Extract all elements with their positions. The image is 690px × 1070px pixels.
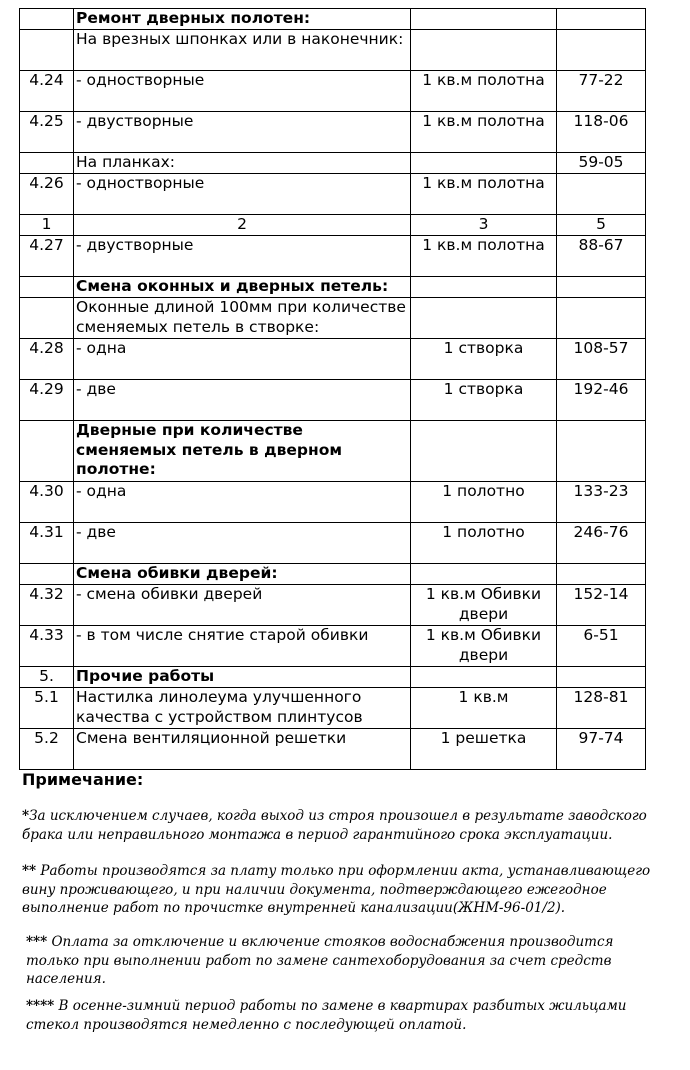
work-name-cell: - две	[74, 380, 411, 421]
note-1-text: За исключением случаев, когда выход из строя произошел в результате заводского брака или неправильного монтажа в период гарантийного срока эксплуатации.	[22, 808, 647, 843]
price-cell: 108-57	[557, 339, 646, 380]
note-3-marker: ***	[26, 934, 48, 950]
work-name-cell: Смена оконных и дверных петель:	[74, 277, 411, 298]
table-row	[20, 277, 646, 298]
table-row	[20, 9, 646, 30]
row-number-cell	[20, 564, 74, 585]
unit-cell	[411, 153, 557, 174]
row-number-cell: 4.33	[20, 626, 74, 667]
note-1-marker: *	[22, 808, 30, 824]
price-cell	[557, 174, 646, 215]
unit-cell	[411, 9, 557, 30]
table-row	[20, 215, 646, 236]
table-row	[20, 626, 646, 667]
table-row	[20, 380, 646, 421]
price-cell: 6-51	[557, 626, 646, 667]
unit-cell: 3	[411, 215, 557, 236]
work-name-cell: Настилка линолеума улучшенного качества с устройством плинтусов	[74, 688, 411, 729]
table-row	[20, 421, 646, 482]
work-name-cell: На врезных шпонках или в наконечник:	[74, 30, 411, 71]
row-number-cell	[20, 421, 74, 482]
row-number-cell: 4.30	[20, 482, 74, 523]
table-row	[20, 30, 646, 71]
table-row	[20, 585, 646, 626]
price-cell	[557, 564, 646, 585]
unit-cell: 1 кв.м Обивки двери	[411, 626, 557, 667]
work-name-cell: - две	[74, 523, 411, 564]
price-cell: 5	[557, 215, 646, 236]
unit-cell: 1 кв.м полотна	[411, 112, 557, 153]
work-name-cell: - одностворные	[74, 71, 411, 112]
unit-cell	[411, 30, 557, 71]
note-3	[26, 933, 656, 989]
price-cell: 59-05	[557, 153, 646, 174]
unit-cell	[411, 421, 557, 482]
note-1	[22, 807, 652, 844]
price-cell	[557, 667, 646, 688]
unit-cell	[411, 564, 557, 585]
row-number-cell: 4.28	[20, 339, 74, 380]
table-row	[20, 236, 646, 277]
row-number-cell	[20, 30, 74, 71]
table-row	[20, 729, 646, 770]
work-name-cell: - двустворные	[74, 236, 411, 277]
unit-cell: 1 кв.м полотна	[411, 174, 557, 215]
work-name-cell: - одна	[74, 339, 411, 380]
unit-cell	[411, 667, 557, 688]
row-number-cell: 4.31	[20, 523, 74, 564]
unit-cell: 1 кв.м	[411, 688, 557, 729]
work-name-cell: 2	[74, 215, 411, 236]
price-table-body	[20, 9, 646, 770]
price-cell: 88-67	[557, 236, 646, 277]
notes-title: Примечание:	[22, 770, 144, 789]
note-4	[26, 997, 656, 1034]
note-4-marker: ****	[26, 998, 55, 1014]
table-row	[20, 71, 646, 112]
work-name-cell: Дверные при количестве сменяемых петель в дверном полотне:	[74, 421, 411, 482]
unit-cell: 1 решетка	[411, 729, 557, 770]
note-2-marker: **	[22, 863, 37, 879]
row-number-cell: 5.1	[20, 688, 74, 729]
price-cell	[557, 277, 646, 298]
unit-cell: 1 кв.м Обивки двери	[411, 585, 557, 626]
table-row	[20, 667, 646, 688]
work-name-cell: Смена вентиляционной решетки	[74, 729, 411, 770]
price-table	[19, 8, 646, 770]
table-row	[20, 174, 646, 215]
work-name-cell: - двустворные	[74, 112, 411, 153]
table-row	[20, 688, 646, 729]
price-cell	[557, 421, 646, 482]
table-row	[20, 153, 646, 174]
unit-cell	[411, 277, 557, 298]
note-2	[22, 862, 652, 918]
work-name-cell: - одна	[74, 482, 411, 523]
price-cell	[557, 298, 646, 339]
price-cell: 97-74	[557, 729, 646, 770]
work-name-cell: - смена обивки дверей	[74, 585, 411, 626]
note-2-text: Работы производятся за плату только при оформлении акта, устанавливающего вину проживающего, и при наличии документа, подтверждающего ежегодное выполнение работ по прочистке внутренней канализации(ЖНМ-96-01/2).	[22, 863, 651, 916]
price-cell: 246-76	[557, 523, 646, 564]
row-number-cell	[20, 298, 74, 339]
table-row	[20, 112, 646, 153]
work-name-cell: Оконные длиной 100мм при количестве сменяемых петель в створке:	[74, 298, 411, 339]
row-number-cell: 5.2	[20, 729, 74, 770]
row-number-cell	[20, 153, 74, 174]
unit-cell	[411, 298, 557, 339]
row-number-cell: 1	[20, 215, 74, 236]
price-cell: 133-23	[557, 482, 646, 523]
row-number-cell: 4.29	[20, 380, 74, 421]
work-name-cell: - одностворные	[74, 174, 411, 215]
table-row	[20, 564, 646, 585]
work-name-cell: - в том числе снятие старой обивки	[74, 626, 411, 667]
price-cell: 77-22	[557, 71, 646, 112]
table-row	[20, 523, 646, 564]
price-cell: 118-06	[557, 112, 646, 153]
unit-cell: 1 полотно	[411, 482, 557, 523]
row-number-cell: 4.32	[20, 585, 74, 626]
work-name-cell: Смена обивки дверей:	[74, 564, 411, 585]
row-number-cell	[20, 277, 74, 298]
unit-cell: 1 створка	[411, 339, 557, 380]
row-number-cell: 4.25	[20, 112, 74, 153]
table-row	[20, 482, 646, 523]
row-number-cell: 5.	[20, 667, 74, 688]
row-number-cell: 4.26	[20, 174, 74, 215]
unit-cell: 1 створка	[411, 380, 557, 421]
row-number-cell	[20, 9, 74, 30]
price-cell	[557, 9, 646, 30]
unit-cell: 1 полотно	[411, 523, 557, 564]
row-number-cell: 4.27	[20, 236, 74, 277]
price-cell: 152-14	[557, 585, 646, 626]
table-row	[20, 339, 646, 380]
work-name-cell: Прочие работы	[74, 667, 411, 688]
price-cell: 192-46	[557, 380, 646, 421]
work-name-cell: Ремонт дверных полотен:	[74, 9, 411, 30]
unit-cell: 1 кв.м полотна	[411, 236, 557, 277]
note-4-text: В осенне-зимний период работы по замене в квартирах разбитых жильцами стекол производятся немедленно с последующей оплатой.	[26, 998, 627, 1033]
price-cell: 128-81	[557, 688, 646, 729]
unit-cell: 1 кв.м полотна	[411, 71, 557, 112]
price-cell	[557, 30, 646, 71]
note-3-text: Оплата за отключение и включение стояков водоснабжения производится только при выполнении работ по замене сантехоборудования за счет средств населения.	[26, 934, 614, 987]
row-number-cell: 4.24	[20, 71, 74, 112]
table-row	[20, 298, 646, 339]
work-name-cell: На планках:	[74, 153, 411, 174]
